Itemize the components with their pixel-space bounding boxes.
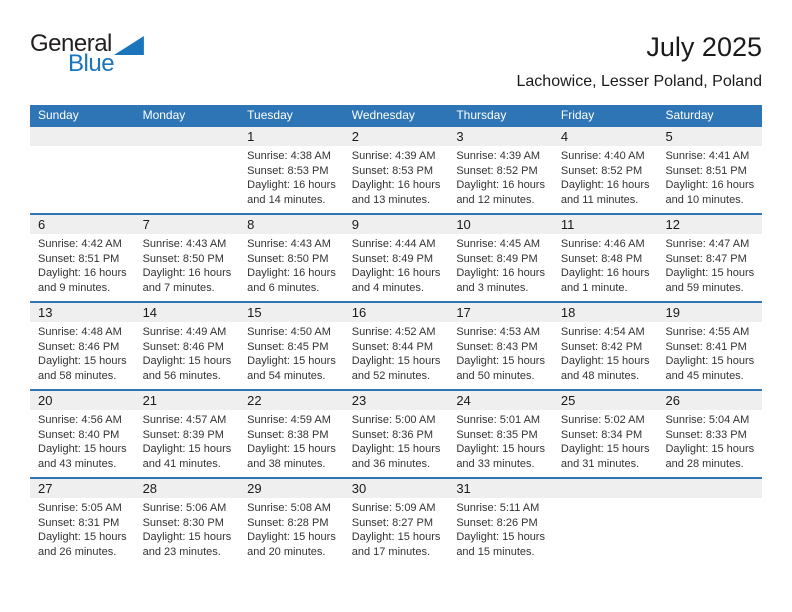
day-details [553, 234, 658, 295]
day-cell [344, 127, 449, 213]
daylight-text: Daylight: 16 hours and 14 minutes. [247, 179, 336, 206]
daylight-text: Daylight: 16 hours and 9 minutes. [38, 267, 127, 294]
daylight-text: Daylight: 15 hours and 56 minutes. [142, 355, 232, 382]
day-cell [239, 127, 344, 213]
day-number: 20 [30, 391, 135, 410]
daylight-text: Daylight: 15 hours and 36 minutes. [351, 443, 441, 470]
sunrise-text: Sunrise: 5:09 AM [351, 502, 436, 514]
day-number [135, 127, 240, 146]
day-cell [135, 215, 240, 301]
daylight-text: Daylight: 16 hours and 3 minutes. [456, 267, 545, 294]
day-number: 3 [448, 127, 553, 146]
sunrise-text: Sunrise: 4:57 AM [142, 414, 227, 426]
sunset-text: Sunset: 8:28 PM [247, 516, 329, 529]
daylight-text: Daylight: 16 hours and 4 minutes. [351, 267, 441, 294]
top-bar [30, 32, 762, 91]
sunset-text: Sunset: 8:42 PM [560, 340, 643, 353]
weekday-header-saturday: Saturday [665, 108, 714, 122]
sunrise-text: Sunrise: 5:02 AM [560, 414, 645, 426]
sunrise-text: Sunrise: 4:55 AM [665, 326, 750, 338]
sunrise-text: Sunrise: 4:45 AM [456, 238, 541, 250]
day-details [657, 322, 762, 383]
daylight-text: Daylight: 15 hours and 48 minutes. [560, 355, 650, 382]
sunrise-text: Sunrise: 4:50 AM [247, 326, 331, 338]
day-cell [657, 303, 762, 389]
day-details [30, 146, 135, 149]
day-cell [657, 127, 762, 213]
sunrise-text: Sunrise: 4:42 AM [38, 238, 122, 250]
day-number: 15 [239, 303, 344, 322]
day-number: 21 [135, 391, 240, 410]
day-cell [657, 479, 762, 565]
day-number: 12 [657, 215, 762, 234]
daylight-text: Daylight: 15 hours and 50 minutes. [456, 355, 545, 382]
day-number: 11 [553, 215, 658, 234]
week-row [30, 301, 762, 389]
day-details [553, 410, 658, 471]
day-number [553, 479, 658, 498]
sunset-text: Sunset: 8:46 PM [142, 340, 224, 353]
sunset-text: Sunset: 8:48 PM [560, 252, 643, 265]
daylight-text: Daylight: 15 hours and 31 minutes. [560, 443, 650, 470]
sunset-text: Sunset: 8:33 PM [665, 428, 747, 441]
week-row [30, 125, 762, 213]
sunrise-text: Sunrise: 4:48 AM [38, 326, 122, 338]
day-number: 8 [239, 215, 344, 234]
daylight-text: Daylight: 16 hours and 12 minutes. [456, 179, 545, 206]
day-number: 22 [239, 391, 344, 410]
day-cell [448, 479, 553, 565]
day-number: 9 [344, 215, 449, 234]
daylight-text: Daylight: 15 hours and 38 minutes. [247, 443, 336, 470]
sunset-text: Sunset: 8:43 PM [456, 340, 538, 353]
sunset-text: Sunset: 8:52 PM [456, 164, 538, 177]
sunrise-text: Sunrise: 4:59 AM [247, 414, 331, 426]
day-cell [448, 215, 553, 301]
week-row [30, 213, 762, 301]
title-block [517, 32, 763, 91]
day-number: 7 [135, 215, 240, 234]
day-details [30, 234, 135, 295]
day-number: 26 [657, 391, 762, 410]
sunset-text: Sunset: 8:30 PM [142, 516, 224, 529]
day-details [553, 146, 658, 207]
day-cell [657, 391, 762, 477]
day-cell [30, 127, 135, 213]
day-cell [30, 391, 135, 477]
sunrise-text: Sunrise: 4:49 AM [142, 326, 227, 338]
day-details [344, 234, 449, 295]
sunrise-text: Sunrise: 4:43 AM [142, 238, 227, 250]
daylight-text: Daylight: 15 hours and 43 minutes. [38, 443, 127, 470]
sunset-text: Sunset: 8:51 PM [665, 164, 747, 177]
day-details [448, 322, 553, 383]
sunset-text: Sunset: 8:50 PM [247, 252, 329, 265]
day-details [135, 322, 240, 383]
sunset-text: Sunset: 8:45 PM [247, 340, 329, 353]
daylight-text: Daylight: 15 hours and 58 minutes. [38, 355, 127, 382]
page-title: July 2025 [646, 32, 762, 62]
week-row [30, 477, 762, 565]
daylight-text: Daylight: 15 hours and 41 minutes. [142, 443, 232, 470]
day-cell [553, 303, 658, 389]
day-details [657, 146, 762, 207]
sunrise-text: Sunrise: 5:01 AM [456, 414, 541, 426]
sunrise-text: Sunrise: 4:54 AM [560, 326, 645, 338]
sunset-text: Sunset: 8:51 PM [38, 252, 120, 265]
day-details [135, 498, 240, 559]
day-details [344, 322, 449, 383]
weekday-header-thursday: Thursday [456, 108, 507, 122]
logo-triangle-icon [114, 36, 144, 55]
day-details [135, 410, 240, 471]
weekday-header-wednesday: Wednesday [351, 108, 415, 122]
day-cell [344, 479, 449, 565]
day-number: 14 [135, 303, 240, 322]
page-subtitle: Lachowice, Lesser Poland, Poland [516, 73, 762, 90]
day-number [657, 479, 762, 498]
sunrise-text: Sunrise: 4:41 AM [665, 150, 750, 162]
day-cell [239, 303, 344, 389]
daylight-text: Daylight: 15 hours and 52 minutes. [351, 355, 441, 382]
daylight-text: Daylight: 15 hours and 26 minutes. [38, 531, 127, 558]
day-details [657, 234, 762, 295]
day-number: 28 [135, 479, 240, 498]
day-number: 4 [553, 127, 658, 146]
day-number: 18 [553, 303, 658, 322]
day-cell [553, 215, 658, 301]
sunset-text: Sunset: 8:40 PM [38, 428, 120, 441]
daylight-text: Daylight: 16 hours and 13 minutes. [351, 179, 441, 206]
day-details [30, 410, 135, 471]
daylight-text: Daylight: 15 hours and 20 minutes. [247, 531, 336, 558]
day-details [239, 498, 344, 559]
daylight-text: Daylight: 15 hours and 23 minutes. [142, 531, 232, 558]
weekday-header-friday: Friday [560, 108, 595, 122]
sunrise-text: Sunrise: 5:00 AM [351, 414, 436, 426]
day-cell [239, 479, 344, 565]
day-details [448, 410, 553, 471]
day-number: 24 [448, 391, 553, 410]
day-number: 16 [344, 303, 449, 322]
daylight-text: Daylight: 16 hours and 7 minutes. [142, 267, 232, 294]
day-cell [135, 303, 240, 389]
day-number: 1 [239, 127, 344, 146]
day-number: 5 [657, 127, 762, 146]
day-details [344, 146, 449, 207]
sunset-text: Sunset: 8:34 PM [560, 428, 643, 441]
weekday-header-tuesday: Tuesday [247, 108, 293, 122]
daylight-text: Daylight: 16 hours and 6 minutes. [247, 267, 336, 294]
day-details [657, 410, 762, 471]
day-details [344, 498, 449, 559]
day-details [448, 498, 553, 559]
sunset-text: Sunset: 8:53 PM [247, 164, 329, 177]
day-details [344, 410, 449, 471]
sunset-text: Sunset: 8:35 PM [456, 428, 538, 441]
sunset-text: Sunset: 8:53 PM [351, 164, 434, 177]
daylight-text: Daylight: 15 hours and 17 minutes. [351, 531, 441, 558]
day-cell [239, 391, 344, 477]
sunset-text: Sunset: 8:52 PM [560, 164, 643, 177]
daylight-text: Daylight: 15 hours and 28 minutes. [665, 443, 755, 470]
general-blue-logo [30, 32, 144, 76]
day-number: 19 [657, 303, 762, 322]
day-details [239, 410, 344, 471]
sunrise-text: Sunrise: 4:43 AM [247, 238, 331, 250]
day-cell [239, 215, 344, 301]
day-details [135, 146, 240, 149]
sunset-text: Sunset: 8:44 PM [351, 340, 434, 353]
daylight-text: Daylight: 15 hours and 45 minutes. [665, 355, 755, 382]
day-details [553, 322, 658, 383]
sunrise-text: Sunrise: 5:11 AM [456, 502, 540, 514]
sunrise-text: Sunrise: 4:52 AM [351, 326, 436, 338]
sunrise-text: Sunrise: 5:04 AM [665, 414, 750, 426]
calendar-weeks [30, 125, 762, 565]
day-cell [553, 391, 658, 477]
weekday-header-row [30, 105, 762, 125]
day-details [239, 146, 344, 207]
calendar [30, 105, 762, 565]
weekday-header-monday: Monday [142, 108, 186, 122]
day-number: 30 [344, 479, 449, 498]
day-number: 23 [344, 391, 449, 410]
day-cell [344, 391, 449, 477]
day-cell [135, 127, 240, 213]
sunrise-text: Sunrise: 4:53 AM [456, 326, 541, 338]
sunset-text: Sunset: 8:41 PM [665, 340, 747, 353]
daylight-text: Daylight: 15 hours and 54 minutes. [247, 355, 336, 382]
day-cell [448, 303, 553, 389]
sunrise-text: Sunrise: 4:47 AM [665, 238, 750, 250]
day-cell [344, 303, 449, 389]
day-number: 13 [30, 303, 135, 322]
day-cell [135, 479, 240, 565]
sunset-text: Sunset: 8:49 PM [351, 252, 434, 265]
week-row [30, 389, 762, 477]
sunset-text: Sunset: 8:46 PM [38, 340, 120, 353]
day-details [239, 234, 344, 295]
sunset-text: Sunset: 8:47 PM [665, 252, 747, 265]
logo-text-general: General [30, 30, 112, 57]
daylight-text: Daylight: 15 hours and 59 minutes. [665, 267, 755, 294]
sunrise-text: Sunrise: 4:38 AM [247, 150, 331, 162]
day-cell [135, 391, 240, 477]
weekday-header-sunday: Sunday [38, 108, 79, 122]
sunrise-text: Sunrise: 4:56 AM [38, 414, 122, 426]
day-cell [553, 479, 658, 565]
day-number: 27 [30, 479, 135, 498]
day-number: 25 [553, 391, 658, 410]
sunset-text: Sunset: 8:49 PM [456, 252, 538, 265]
daylight-text: Daylight: 15 hours and 33 minutes. [456, 443, 545, 470]
sunset-text: Sunset: 8:31 PM [38, 516, 120, 529]
day-number: 6 [30, 215, 135, 234]
daylight-text: Daylight: 15 hours and 15 minutes. [456, 531, 545, 558]
sunrise-text: Sunrise: 4:44 AM [351, 238, 436, 250]
sunrise-text: Sunrise: 4:39 AM [351, 150, 436, 162]
sunrise-text: Sunrise: 4:39 AM [456, 150, 541, 162]
day-cell [553, 127, 658, 213]
day-cell [30, 479, 135, 565]
day-details [135, 234, 240, 295]
sunset-text: Sunset: 8:38 PM [247, 428, 329, 441]
sunrise-text: Sunrise: 4:46 AM [560, 238, 645, 250]
sunrise-text: Sunrise: 5:06 AM [142, 502, 227, 514]
sunset-text: Sunset: 8:27 PM [351, 516, 434, 529]
day-details [657, 498, 762, 501]
day-cell [344, 215, 449, 301]
sunrise-text: Sunrise: 4:40 AM [560, 150, 645, 162]
daylight-text: Daylight: 16 hours and 11 minutes. [560, 179, 650, 206]
day-details [30, 322, 135, 383]
day-details [448, 234, 553, 295]
day-number: 29 [239, 479, 344, 498]
day-details [448, 146, 553, 207]
day-details [30, 498, 135, 559]
day-number: 2 [344, 127, 449, 146]
day-number: 31 [448, 479, 553, 498]
day-details [239, 322, 344, 383]
sunrise-text: Sunrise: 5:08 AM [247, 502, 331, 514]
day-cell [30, 215, 135, 301]
daylight-text: Daylight: 16 hours and 1 minute. [560, 267, 650, 294]
sunrise-text: Sunrise: 5:05 AM [38, 502, 122, 514]
daylight-text: Daylight: 16 hours and 10 minutes. [665, 179, 755, 206]
day-cell [448, 127, 553, 213]
day-number: 10 [448, 215, 553, 234]
day-number [30, 127, 135, 146]
sunset-text: Sunset: 8:26 PM [456, 516, 538, 529]
day-cell [657, 215, 762, 301]
day-cell [448, 391, 553, 477]
day-cell [30, 303, 135, 389]
sunset-text: Sunset: 8:36 PM [351, 428, 434, 441]
sunset-text: Sunset: 8:50 PM [142, 252, 224, 265]
sunset-text: Sunset: 8:39 PM [142, 428, 224, 441]
day-details [553, 498, 658, 501]
day-number: 17 [448, 303, 553, 322]
logo-text-blue: Blue [68, 50, 115, 77]
